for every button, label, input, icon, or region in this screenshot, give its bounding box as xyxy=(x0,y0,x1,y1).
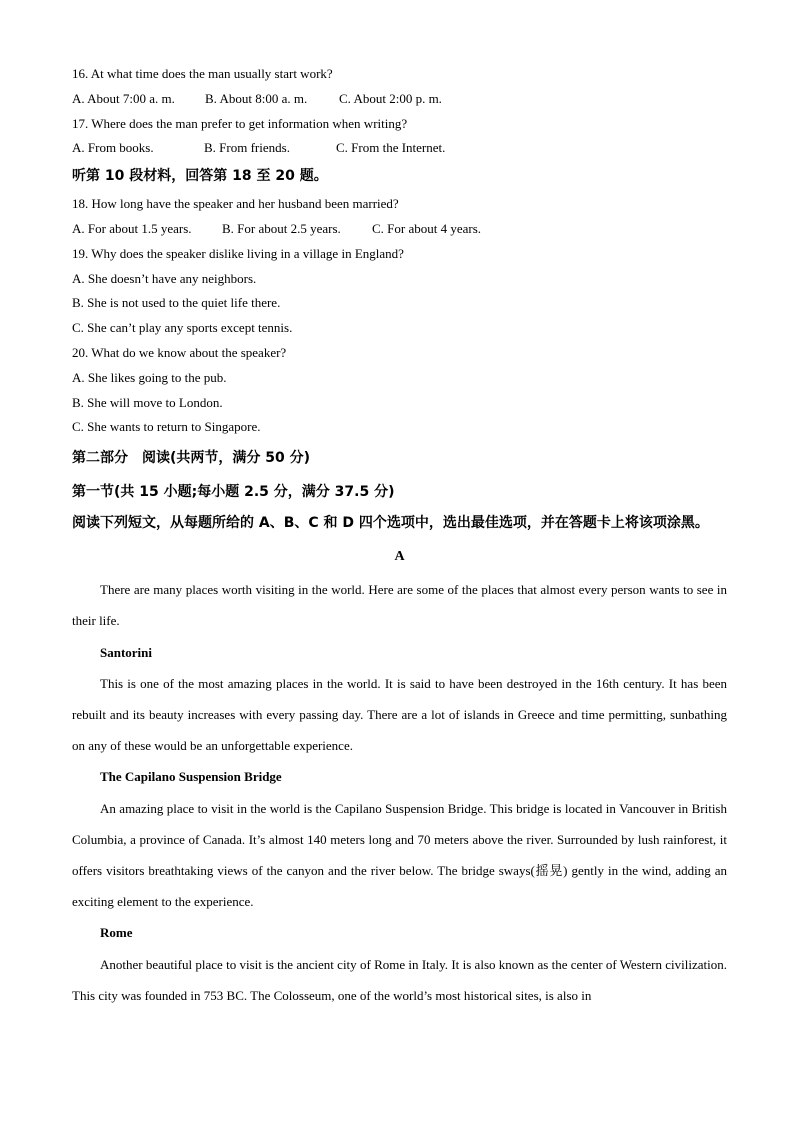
question-19 xyxy=(72,242,727,341)
question-text: 18. How long have the speaker and her husband been married? xyxy=(72,196,399,212)
option-a: A. For about 1.5 years. xyxy=(72,220,192,236)
part-two-heading: 第二部分 阅读(共两节，满分 50 分) xyxy=(72,450,311,467)
option-b: B. For about 2.5 years. xyxy=(222,220,341,236)
option-b: B. She will move to London. xyxy=(72,394,223,410)
question-text: 19. Why does the speaker dislike living in a village in England? xyxy=(72,245,404,261)
question-text: 20. What do we know about the speaker? xyxy=(72,344,287,360)
option-a: A. About 7:00 a. m. xyxy=(72,90,175,106)
paragraph-rome: Another beautiful place to visit is the ancient city of Rome in Italy. It is also known as the center of Western civilization. This city was founded in 753 BC. The Colosseum, one of the world’s most historical sites, is also in xyxy=(72,956,727,1003)
passage-intro: There are many places worth visiting in the world. Here are some of the places that almost every person wants to see in their life. xyxy=(72,582,727,629)
section-one-heading: 第一节(共 15 小题;每小题 2.5 分，满分 37.5 分) xyxy=(72,484,395,501)
answer-options xyxy=(72,217,727,242)
option-c: C. For about 4 years. xyxy=(372,220,482,236)
option-b: B. From friends. xyxy=(204,140,290,156)
paragraph-capilano: An amazing place to visit in the world is the Capilano Suspension Bridge. This bridge is located in Vancouver in British Columbia, a province of Canada. It’s almost 140 meters long and 70 meters above the river. Surrounded by lush rainforest, it offers visitors breathtaking views of the canyon and the river below. The bridge sways(摇晃) gently in the wind, adding an exciting element to the experience. xyxy=(72,800,727,910)
option-b: B. About 8:00 a. m. xyxy=(205,90,308,106)
reading-instructions: 阅读下列短文，从每题所给的 A、B、C 和 D 四个选项中，选出最佳选项，并在答题卡上将该项涂黑。 xyxy=(72,515,709,532)
subheading-rome: Rome xyxy=(100,925,133,941)
subheading-santorini: Santorini xyxy=(100,644,153,660)
question-16 xyxy=(72,62,727,112)
question-18 xyxy=(72,192,727,242)
passage-letter: A xyxy=(394,549,405,565)
answer-options xyxy=(72,87,727,112)
question-20 xyxy=(72,341,727,440)
question-text: 16. At what time does the man usually start work? xyxy=(72,66,333,81)
option-b: B. She is not used to the quiet life there. xyxy=(72,295,281,311)
answer-options xyxy=(72,136,727,161)
listening-material-heading: 听第 10 段材料，回答第 18 至 20 题。 xyxy=(72,168,328,185)
option-c: C. About 2:00 p. m. xyxy=(339,90,442,106)
option-a: A. From books. xyxy=(72,140,154,156)
paragraph-santorini: This is one of the most amazing places in the world. It is said to have been destroyed in the 16th century. It has been rebuilt and its beauty increases with every passing day. There are a lot of islands in Greece and time permitting, sunbathing on any of these would be an unforgettable experience. xyxy=(72,675,727,754)
option-a: A. She doesn’t have any neighbors. xyxy=(72,270,257,286)
option-c: C. She can’t play any sports except tennis. xyxy=(72,320,293,336)
exam-page xyxy=(72,62,727,1011)
question-17 xyxy=(72,112,727,162)
option-c: C. From the Internet. xyxy=(336,140,446,156)
question-text: 17. Where does the man prefer to get information when writing? xyxy=(72,115,408,131)
option-c: C. She wants to return to Singapore. xyxy=(72,419,261,435)
subheading-capilano: The Capilano Suspension Bridge xyxy=(100,769,282,785)
option-a: A. She likes going to the pub. xyxy=(72,369,227,385)
